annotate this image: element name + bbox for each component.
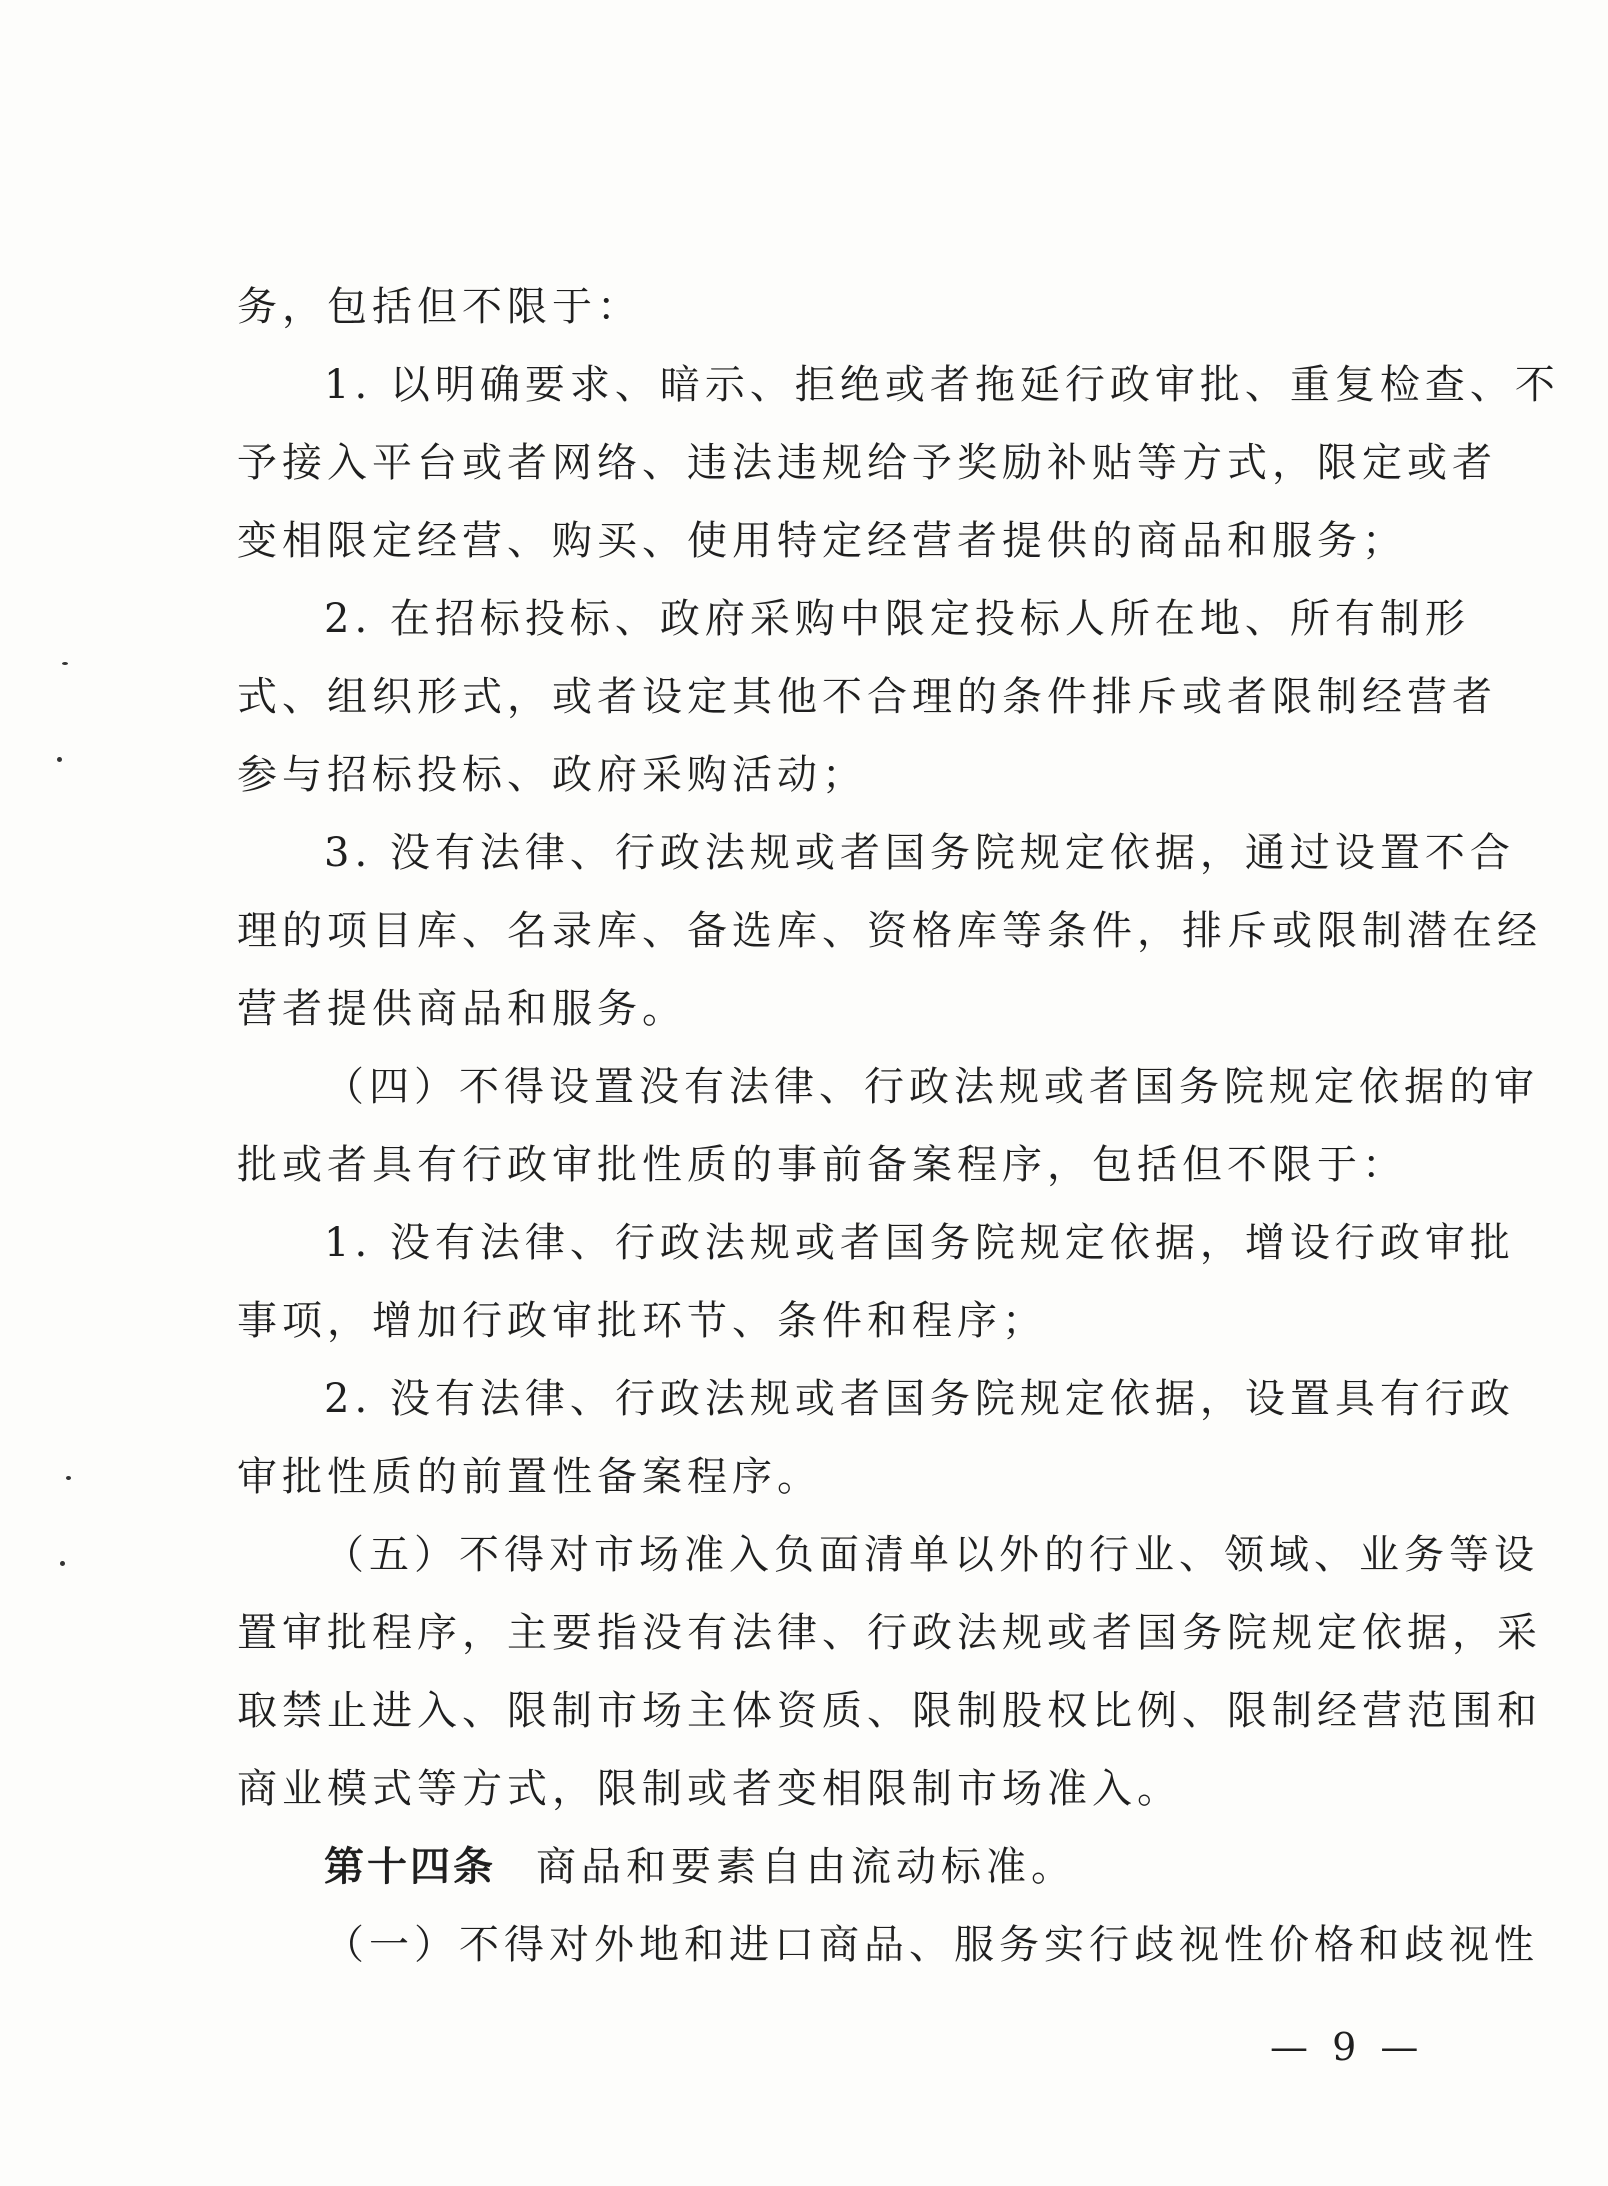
page-number: — 9 — — [1270, 2025, 1425, 2069]
text-line: 理的项目库、名录库、备选库、资格库等条件，排斥或限制潜在经 — [237, 908, 1542, 954]
text-line: 商业模式等方式，限制或者变相限制市场准入。 — [237, 1766, 1182, 1812]
text-line: 批或者具有行政审批性质的事前备案程序，包括但不限于： — [237, 1142, 1407, 1188]
text-line: 事项，增加行政审批环节、条件和程序； — [237, 1298, 1047, 1344]
scan-speck — [62, 662, 68, 665]
text-line: 1. 以明确要求、暗示、拒绝或者拖延行政审批、重复检查、不 — [324, 362, 1560, 408]
text-line: 营者提供商品和服务。 — [237, 986, 687, 1032]
text-line: （五）不得对市场准入负面清单以外的行业、领域、业务等设 — [324, 1532, 1539, 1578]
article-text: 商品和要素自由流动标准。 — [536, 1844, 1076, 1890]
text-line: （四）不得设置没有法律、行政法规或者国务院规定依据的审 — [324, 1064, 1539, 1110]
text-line: 取禁止进入、限制市场主体资质、限制股权比例、限制经营范围和 — [237, 1688, 1542, 1734]
text-line: 1. 没有法律、行政法规或者国务院规定依据，增设行政审批 — [324, 1220, 1515, 1266]
text-line: 务，包括但不限于： — [237, 284, 642, 330]
text-line: 式、组织形式，或者设定其他不合理的条件排斥或者限制经营者 — [237, 674, 1497, 720]
text-line: 变相限定经营、购买、使用特定经营者提供的商品和服务； — [237, 518, 1407, 564]
text-line: 3. 没有法律、行政法规或者国务院规定依据，通过设置不合 — [324, 830, 1515, 876]
text-line: 予接入平台或者网络、违法违规给予奖励补贴等方式，限定或者 — [237, 440, 1497, 486]
scan-speck — [57, 757, 62, 762]
text-line: 审批性质的前置性备案程序。 — [237, 1454, 822, 1500]
article-heading — [237, 1828, 1437, 1906]
scan-speck — [60, 1561, 65, 1566]
text-line: 2. 在招标投标、政府采购中限定投标人所在地、所有制形 — [324, 596, 1470, 642]
body-text — [237, 268, 1560, 1984]
text-line: 置审批程序，主要指没有法律、行政法规或者国务院规定依据，采 — [237, 1610, 1542, 1656]
article-title: 第十四条 — [324, 1844, 496, 1890]
text-line: （一）不得对外地和进口商品、服务实行歧视性价格和歧视性 — [324, 1922, 1539, 1968]
text-line: 参与招标投标、政府采购活动； — [237, 752, 867, 798]
scan-speck — [66, 1476, 71, 1480]
text-line: 2. 没有法律、行政法规或者国务院规定依据，设置具有行政 — [324, 1376, 1515, 1422]
